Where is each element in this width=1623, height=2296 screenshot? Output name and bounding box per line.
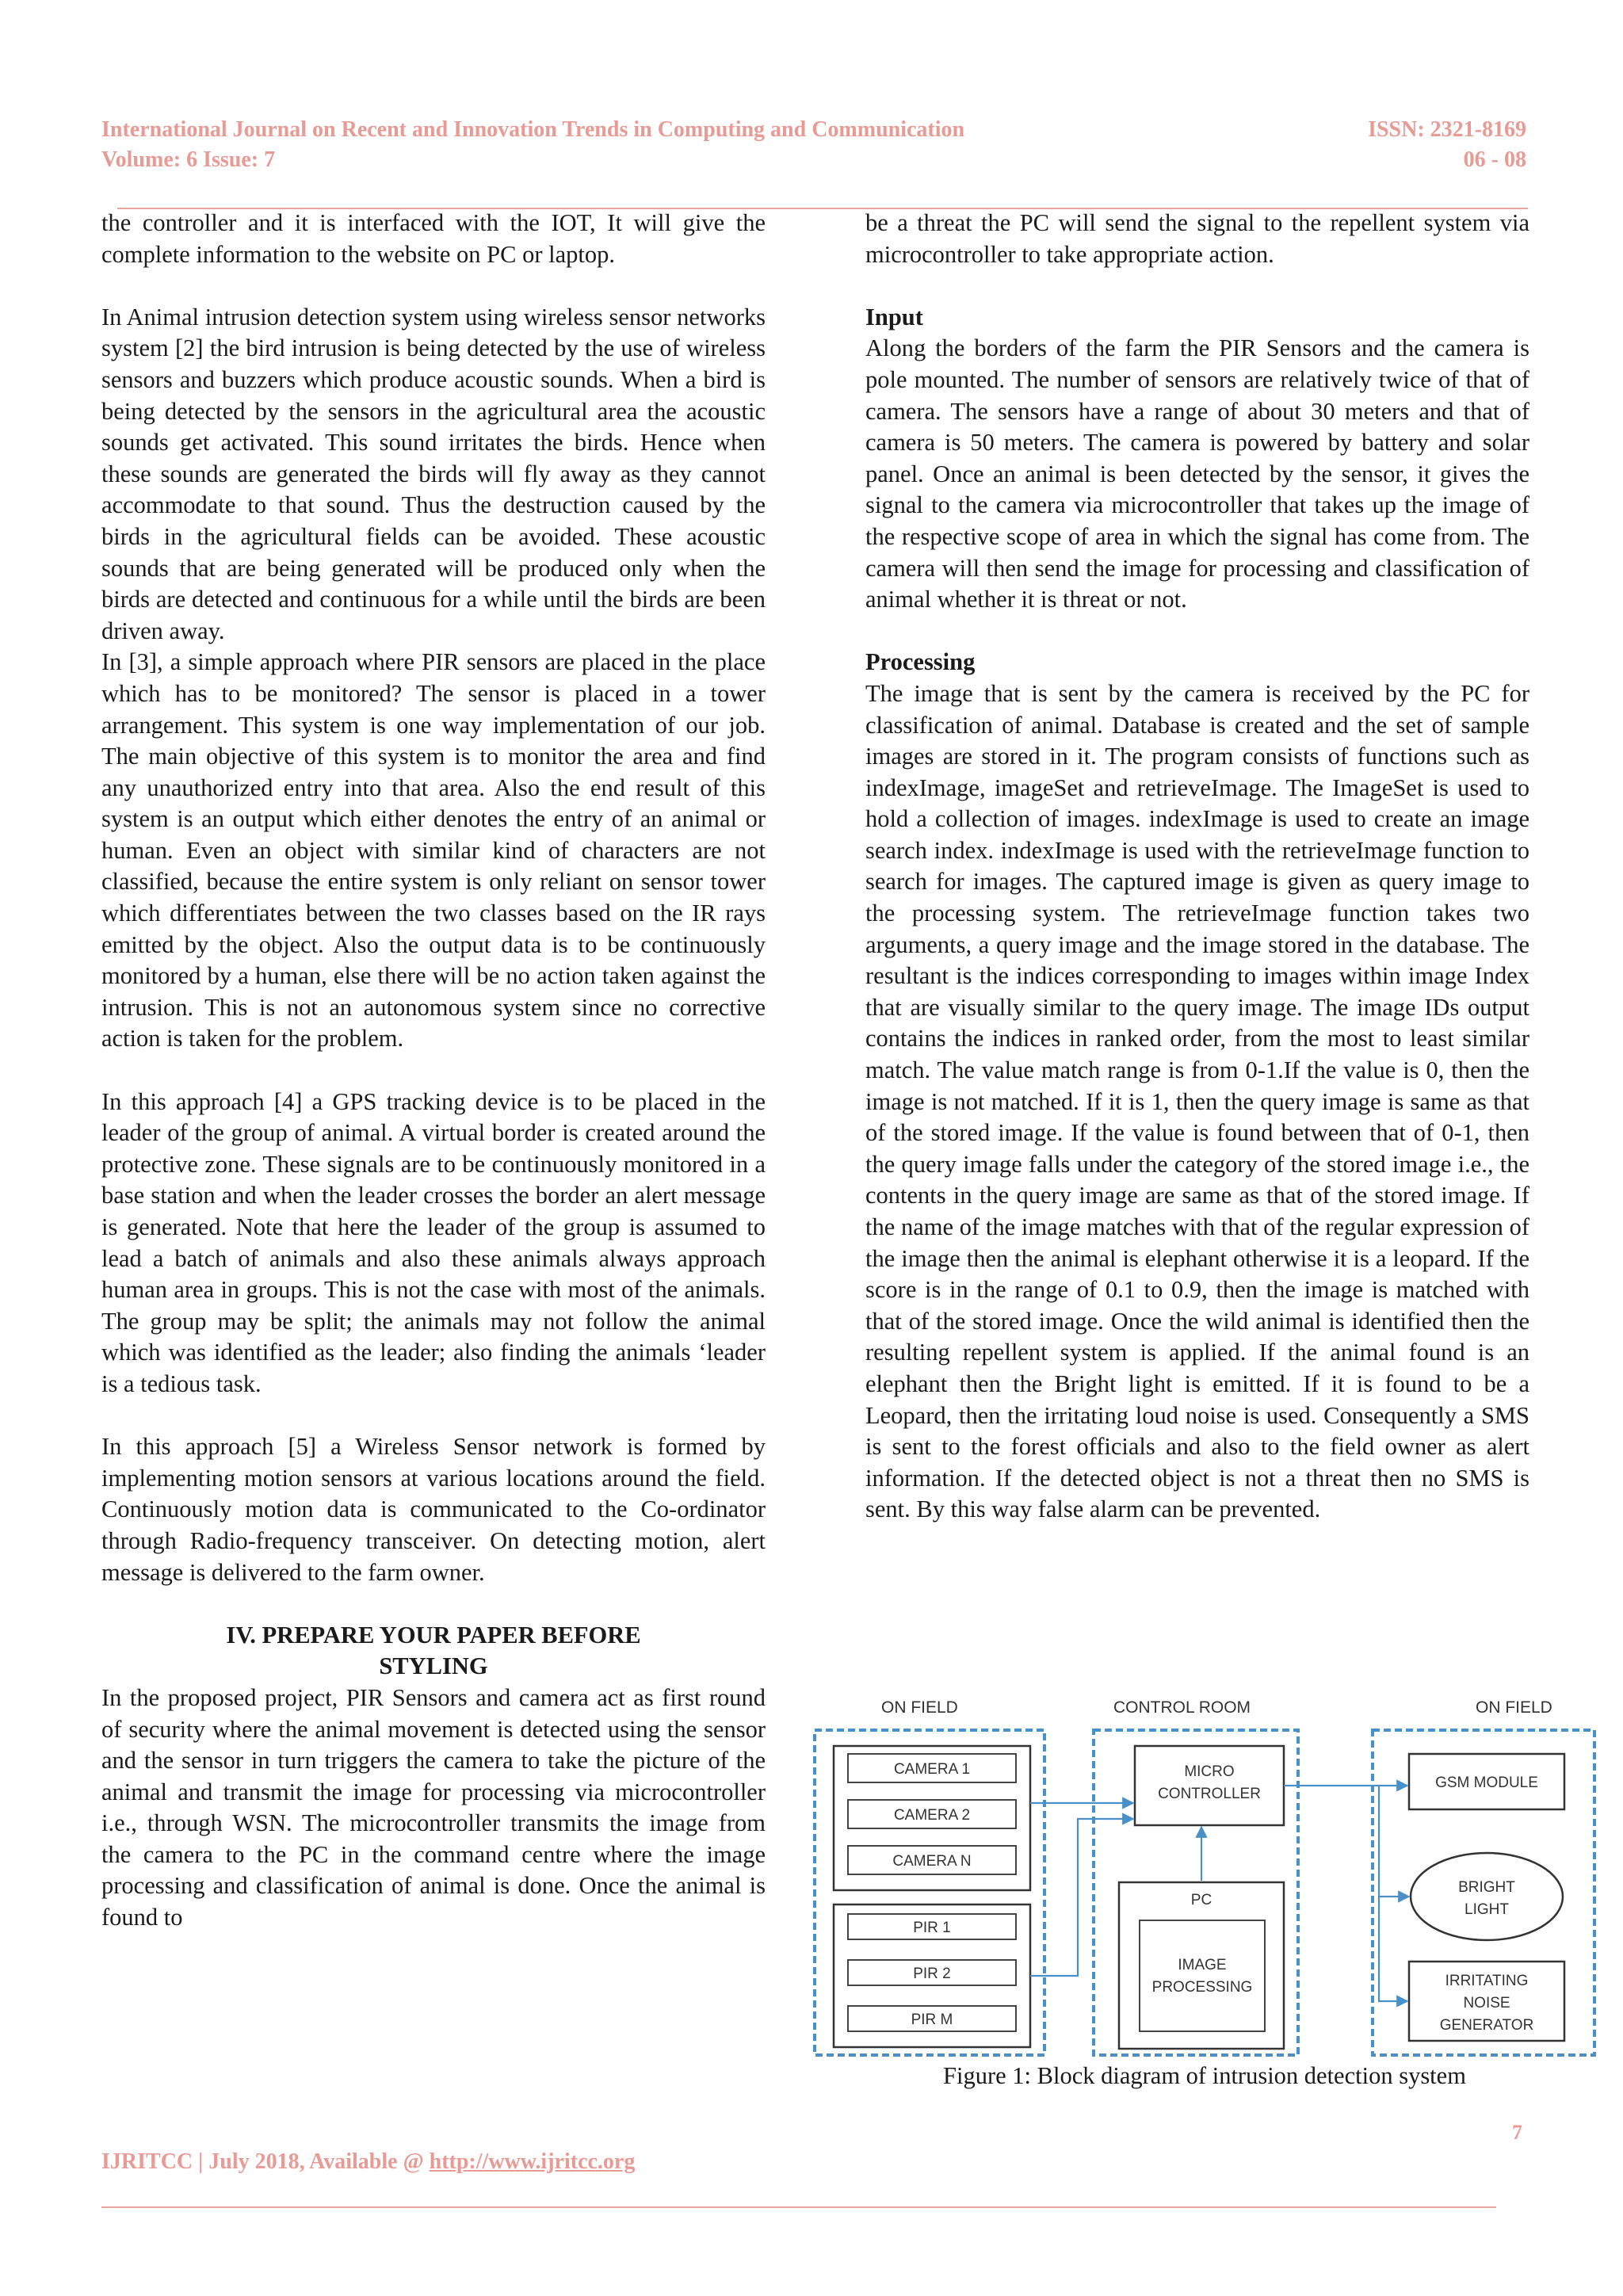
noise-label-3: GENERATOR <box>1439 2017 1534 2034</box>
paragraph: In this approach [5] a Wireless Sensor network is formed by implementing motion sensors at various locations around the field. Continuously motion data is communicated to the Co-ordinator through Radio-frequency transceiver. On detecting motion, alert message is delivered to the farm owner. <box>101 1433 766 1586</box>
footer-link[interactable]: http://www.ijritcc.org <box>429 2149 636 2174</box>
issn: ISSN: 2321-8169 <box>1368 117 1526 142</box>
paragraph: Along the borders of the farm the PIR Sensors and the camera is pole mounted. The number of sensors are relatively twice of that of camera. The sensors have a range of about 30 meters and that of camera is 50 meters. The camera is powered by battery and solar panel. Once an animal is been detected by the sensor, it gives the signal to the camera via microcontroller that takes up the image of the respective scope of area in which the signal has come from. The camera will then send the image for processing and classification of animal whether it is threat or not. <box>865 334 1529 613</box>
bright-light-ellipse <box>1411 1853 1563 1940</box>
paragraph: In Animal intrusion detection system using wireless sensor networks system [2] the bird intrusion is being detected by the use of wireless sensors and buzzers which produce acoustic sounds. When a bird is being detected by the sensors in the agricultural area the acoustic sounds get activated. This sound irritates the birds. Hence when these sounds are generated the birds will fly away as they cannot accommodate to that sound. Thus the destruction caused by the birds in the agricultural fields can be avoided. These acoustic sounds that are being generated will be produced only when the birds are detected and continuous for a while until the birds are been driven away. <box>101 303 766 644</box>
camera-1-label: CAMERA 1 <box>893 1761 971 1778</box>
micro-to-noise-arrow <box>1379 1897 1407 2001</box>
journal-title: International Journal on Recent and Innovation Trends in Computing and Communication <box>101 117 965 142</box>
pir-to-micro-arrow <box>1030 1819 1133 1976</box>
micro-label-1: MICRO <box>1184 1763 1235 1780</box>
label-on-field-left: ON FIELD <box>881 1698 958 1717</box>
paragraph: In [3], a simple approach where PIR sensors are placed in the place which has to be monitored? The sensor is placed in a tower arrangement. This system is one way implementation of our job. The main objective of this system is to monitor the area and find any unauthorized entry into that area. Also the end result of this system is an output which either denotes the entry of an animal or human. Even an object with similar kind of characters are not classified, because the entire system is only reliant on sensor tower which differentiates between the two classes based on the IR rays emitted by the object. Also the output data is to be continuously monitored by a human, else there will be no action taken against the intrusion. This is not an autonomous system since no corrective action is taken for the problem. <box>101 648 766 1052</box>
micro-label-2: CONTROLLER <box>1158 1786 1261 1802</box>
label-control-room: CONTROL ROOM <box>1113 1698 1251 1717</box>
footer-text: IJRITCC | July 2018, Available @ <box>101 2149 430 2174</box>
image-processing-box <box>1140 1920 1265 2031</box>
paragraph: In this approach [4] a GPS tracking device is to be placed in the leader of the group of animal. A virtual border is created around the protective zone. These signals are to be continuously monitored in a base station and when the leader crosses the border an alert message is generated. Note that here the leader of the group is assumed to lead a batch of animals and also these animals always approach human area in groups. This is not the case with most of the animals. The group may be split; the animals may not follow the animal which was identified as the leader; also finding the animals ‘leader is a tedious task. <box>101 1087 766 1397</box>
camera-2-label: CAMERA 2 <box>893 1807 971 1824</box>
figure-caption: Figure 1: Block diagram of intrusion detection system <box>943 2062 1466 2089</box>
noise-label-2: NOISE <box>1463 1995 1510 2011</box>
noise-label-1: IRRITATING <box>1445 1973 1529 1989</box>
micro-to-light-arrow <box>1379 1786 1409 1897</box>
page-footer <box>101 2149 635 2175</box>
footer-rule <box>101 2206 1496 2208</box>
pir-m-label: PIR M <box>911 2011 953 2028</box>
camera-n-label: CAMERA N <box>892 1853 972 1870</box>
left-column <box>101 208 766 1934</box>
block-diagram <box>808 1692 1601 2057</box>
volume-issue: Volume: 6 Issue: 7 <box>101 147 276 172</box>
label-on-field-right: ON FIELD <box>1476 1698 1552 1717</box>
bright-light-label-1: BRIGHT <box>1458 1879 1515 1896</box>
subheading-input: Input <box>865 303 923 330</box>
image-processing-label-2: PROCESSING <box>1151 1979 1253 1996</box>
page-range: 06 - 08 <box>1463 147 1526 172</box>
paragraph: the controller and it is interfaced with the IOT, It will give the complete information to the website on PC or laptop. <box>101 209 766 268</box>
bright-light-label-2: LIGHT <box>1465 1901 1509 1918</box>
paragraph: The image that is sent by the camera is received by the PC for classification of animal. Database is created and the set of sample images are stored in it. The program consists of functions such as indexImage, imageSet and retrieveImage. The ImageSet is used to hold a collection of images. indexImage is used to create an image search index. indexImage is used with the retrieveImage function to search for images. The captured image is given as query image to the processing system. The retrieveImage function takes two arguments, a query image and the image stored in the database. The resultant is the indices corresponding to images within image Index that are visually similar to the query image. The image IDs output contains the indices in ranked order, from the most to least similar match. The value match range is from 0-1.If the value is 0, then the image is not matched. If it is 1, then the query image is same as that of the stored image. If the value is found between that of 0-1, then the query image falls under the category of the stored image i.e., the contents in the query image are same as that of the stored image. If the name of the image matches with that of the regular expression of the image then the animal is elephant otherwise it is a leopard. If the score is in the range of 0.1 to 0.9, then the image is matched with that of the stored image. Once the wild animal is identified then the resulting repellent system is applied. If the animal found is an elephant then the Bright light is emitted. If it is found to be a Leopard, then the irritating loud noise is used. Consequently a SMS is sent to the forest officials and also to the field owner as alert information. If the detected object is not a threat then no SMS is sent. By this way false alarm can be prevented. <box>865 679 1529 1523</box>
section-title: IV. PREPARE YOUR PAPER BEFORE <box>226 1621 641 1648</box>
right-column <box>865 208 1529 1526</box>
subheading-processing: Processing <box>865 648 976 676</box>
pir-2-label: PIR 2 <box>913 1966 951 1982</box>
page-number: 7 <box>1512 2121 1522 2144</box>
pir-1-label: PIR 1 <box>913 1920 951 1936</box>
paragraph: be a threat the PC will send the signal to the repellent system via microcontroller to take appropriate action. <box>865 209 1529 268</box>
image-processing-label-1: IMAGE <box>1178 1957 1227 1973</box>
pc-label: PC <box>1190 1892 1212 1908</box>
gsm-module-label: GSM MODULE <box>1435 1775 1538 1791</box>
section-title-cont: STYLING <box>379 1652 488 1680</box>
paragraph: In the proposed project, PIR Sensors and camera act as first round of security where the animal movement is detected using the sensor and the sensor in turn triggers the camera to take the picture of the animal and transmit the image for processing via microcontroller i.e., through WSN. The microcontroller transmits the image from the camera to the PC in the command centre where the image processing and classification of animal is done. Once the animal is found to <box>101 1683 766 1931</box>
page-header <box>101 115 1526 175</box>
